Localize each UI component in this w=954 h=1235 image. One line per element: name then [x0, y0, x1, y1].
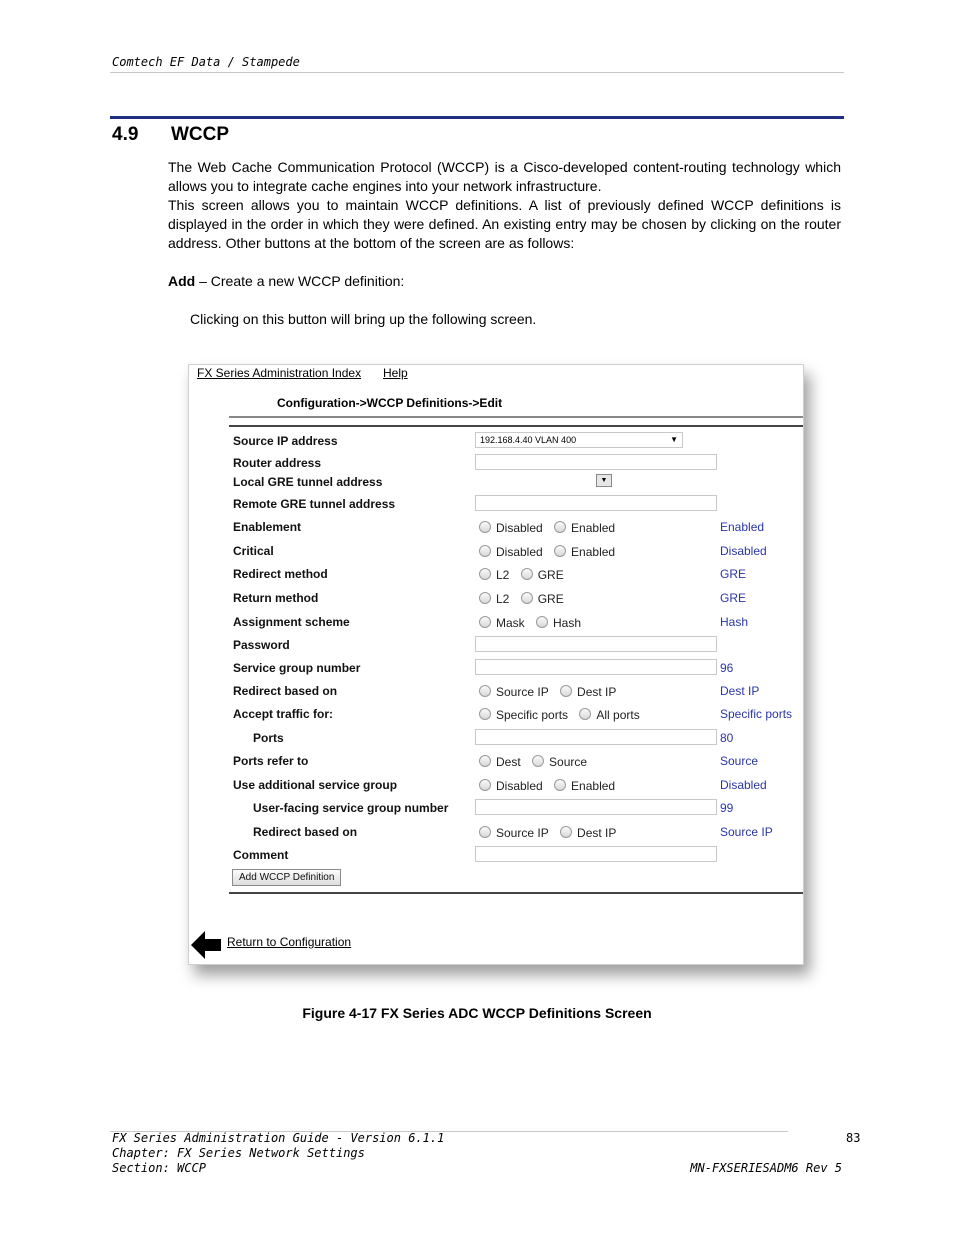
critical-current-value: Disabled [720, 544, 767, 558]
help-link[interactable]: Help [383, 366, 408, 380]
redirect-based-label: Redirect based on [233, 684, 338, 698]
row-ports [189, 729, 803, 749]
row-comment [189, 846, 803, 866]
ports-source-radio[interactable] [532, 755, 544, 767]
footer-chapter: Chapter: FX Series Network Settings [112, 1146, 365, 1160]
additional-group-current-value: Disabled [720, 778, 767, 792]
back-arrow-icon[interactable] [191, 931, 223, 959]
remote-gre-label: Remote GRE tunnel address [233, 497, 396, 511]
ports-refer-current-value: Source [720, 754, 759, 768]
additional-group-label: Use additional service group [233, 778, 398, 792]
critical-enabled-radio[interactable] [554, 545, 566, 557]
paragraph-description: This screen allows you to maintain WCCP definitions. A list of previously defined WCCP definitions is displayed in the order in which they were defined. An existing entry may be chosen by clicking on the router address. Other buttons at the bottom of the screen are as follows: [168, 197, 841, 251]
running-header: Comtech EF Data / Stampede [112, 55, 300, 69]
add-term: Add [168, 273, 196, 289]
comment-label: Comment [233, 848, 289, 862]
enablement-disabled-radio[interactable] [479, 521, 491, 533]
row-critical [189, 542, 803, 562]
return-to-configuration-link[interactable]: Return to Configuration [227, 935, 352, 949]
form-top-divider [229, 425, 803, 427]
radio-label: Source IP [496, 685, 549, 699]
screen-title: Configuration->WCCP Definitions->Edit [277, 396, 503, 410]
row-redirect-based-2 [189, 823, 803, 843]
additional-disabled-radio[interactable] [479, 779, 491, 791]
section-number: 4.9 [112, 124, 139, 145]
radio-label: L2 [496, 592, 510, 606]
row-accept-traffic [189, 705, 803, 725]
radio-label: Source [549, 755, 588, 769]
radio-label: Source IP [496, 826, 549, 840]
wccp-edit-screenshot [188, 364, 804, 965]
additional-enabled-radio[interactable] [554, 779, 566, 791]
redirect-based-2-current-value: Source IP [720, 825, 773, 839]
radio-label: Dest [496, 755, 521, 769]
redirect2-source-ip-radio[interactable] [479, 826, 491, 838]
title-divider [229, 416, 803, 418]
row-redirect-based [189, 682, 803, 702]
return-gre-radio[interactable] [521, 592, 533, 604]
redirect-method-current-value: GRE [720, 567, 747, 581]
redirect-based-current-value: Dest IP [720, 684, 760, 698]
return-method-radio-group [479, 592, 572, 606]
comment-input[interactable] [475, 846, 717, 862]
section-rule [110, 116, 844, 119]
radio-label: Specific ports [496, 708, 569, 722]
row-redirect-method [189, 565, 803, 585]
source-ip-label: Source IP address [233, 434, 338, 448]
ports-dest-radio[interactable] [479, 755, 491, 767]
radio-label: GRE [537, 592, 564, 606]
return-l2-radio[interactable] [479, 592, 491, 604]
header-rule [110, 72, 844, 73]
redirect-dest-ip-radio[interactable] [560, 685, 572, 697]
row-remote-gre [189, 495, 803, 515]
password-label: Password [233, 638, 290, 652]
user-facing-input[interactable] [475, 799, 717, 815]
critical-label: Critical [233, 544, 274, 558]
paragraph-add [168, 272, 841, 291]
ports-input[interactable] [475, 729, 717, 745]
critical-radio-group [479, 545, 623, 559]
ports-refer-label: Ports refer to [233, 754, 309, 768]
source-ip-select-value: 192.168.4.40 VLAN 400 [480, 435, 577, 445]
specific-ports-radio[interactable] [479, 708, 491, 720]
enablement-enabled-radio[interactable] [554, 521, 566, 533]
paragraph-clicking: Clicking on this button will bring up the following screen. [190, 311, 537, 327]
footer-guide-title: FX Series Administration Guide - Version 6.1.1 [112, 1131, 445, 1145]
accept-traffic-radio-group [479, 708, 648, 722]
local-gre-select[interactable] [596, 474, 612, 487]
assignment-radio-group [479, 616, 589, 630]
row-enablement [189, 518, 803, 538]
user-facing-current-value: 99 [720, 801, 734, 815]
paragraph-intro: The Web Cache Communication Protocol (WCCP) is a Cisco-developed content-routing technology which allows you to integrate cache engines into your network infrastructure. [168, 159, 841, 194]
router-address-input[interactable] [475, 454, 717, 470]
service-group-input[interactable] [475, 659, 717, 675]
return-method-current-value: GRE [720, 591, 747, 605]
service-group-label: Service group number [233, 661, 361, 675]
radio-label: Disabled [496, 521, 543, 535]
page-number: 83 [846, 1131, 861, 1145]
radio-label: Dest IP [577, 826, 617, 840]
form-bottom-divider [229, 892, 803, 894]
service-group-current-value: 96 [720, 661, 734, 675]
row-return-method [189, 589, 803, 609]
redirect-based-radio-group [479, 685, 624, 699]
radio-label: Enabled [571, 779, 616, 793]
row-password [189, 636, 803, 656]
enablement-current-value: Enabled [720, 520, 765, 534]
source-ip-select[interactable] [475, 432, 683, 448]
row-service-group [189, 659, 803, 679]
radio-label: Enabled [571, 545, 616, 559]
radio-label: Disabled [496, 545, 543, 559]
row-assignment-scheme [189, 613, 803, 633]
radio-label: Disabled [496, 779, 543, 793]
router-address-label: Router address [233, 456, 322, 470]
additional-group-radio-group [479, 779, 623, 793]
radio-label: Enabled [571, 521, 616, 535]
redirect-l2-radio[interactable] [479, 568, 491, 580]
admin-index-link[interactable]: FX Series Administration Index [197, 366, 362, 380]
document-id: MN-FXSERIESADM6 Rev 5 [690, 1161, 842, 1175]
chevron-down-icon: ▼ [600, 477, 608, 484]
enablement-radio-group [479, 521, 623, 535]
redirect-based-2-radio-group [479, 826, 624, 840]
figure-caption: Figure 4-17 FX Series ADC WCCP Definitions Screen [302, 1005, 652, 1021]
add-description: – Create a new WCCP definition: [195, 273, 405, 289]
redirect2-dest-ip-radio[interactable] [560, 826, 572, 838]
enablement-label: Enablement [233, 520, 302, 534]
redirect-method-radio-group [479, 568, 572, 582]
local-gre-label: Local GRE tunnel address [233, 475, 383, 489]
redirect-method-label: Redirect method [233, 567, 328, 581]
user-facing-label: User-facing service group number [253, 801, 449, 815]
ports-current-value: 80 [720, 731, 734, 745]
accept-traffic-current-value: Specific ports [720, 707, 793, 721]
chevron-down-icon: ▼ [670, 435, 678, 444]
radio-label: Hash [553, 616, 582, 630]
redirect-gre-radio[interactable] [521, 568, 533, 580]
row-source-ip [189, 432, 803, 452]
password-input[interactable] [475, 636, 717, 652]
footer-section: Section: WCCP [112, 1161, 206, 1175]
radio-label: All ports [596, 708, 640, 722]
row-router-address [189, 454, 803, 474]
section-title: WCCP [171, 124, 230, 145]
assignment-hash-radio[interactable] [536, 616, 548, 628]
radio-label: Dest IP [577, 685, 617, 699]
row-additional-group [189, 776, 803, 796]
critical-disabled-radio[interactable] [479, 545, 491, 557]
row-ports-refer [189, 752, 803, 772]
all-ports-radio[interactable] [579, 708, 591, 720]
row-local-gre [189, 473, 803, 493]
radio-label: L2 [496, 568, 510, 582]
remote-gre-input[interactable] [475, 495, 717, 511]
redirect-source-ip-radio[interactable] [479, 685, 491, 697]
assignment-current-value: Hash [720, 615, 749, 629]
radio-label: GRE [537, 568, 564, 582]
assignment-mask-radio[interactable] [479, 616, 491, 628]
accept-traffic-label: Accept traffic for: [233, 707, 334, 721]
add-wccp-definition-button[interactable]: Add WCCP Definition [232, 869, 341, 886]
ports-label: Ports [253, 731, 284, 745]
ports-refer-radio-group [479, 755, 595, 769]
radio-label: Mask [496, 616, 525, 630]
row-user-facing-group [189, 799, 803, 819]
return-method-label: Return method [233, 591, 319, 605]
redirect-based-2-label: Redirect based on [253, 825, 358, 839]
assignment-scheme-label: Assignment scheme [233, 615, 350, 629]
